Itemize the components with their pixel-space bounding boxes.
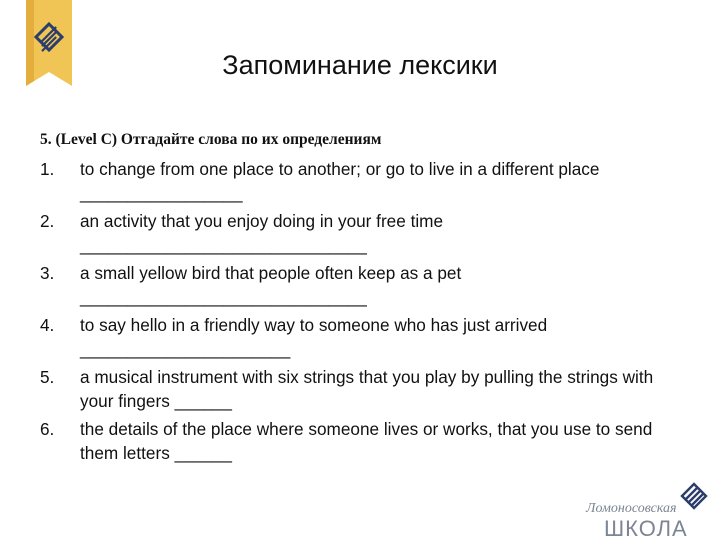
list-item: [40, 418, 690, 465]
logo-line2: ШКОЛА: [604, 516, 688, 540]
item-number: 6.: [40, 419, 55, 439]
list-item: [40, 314, 690, 361]
school-logo: [584, 482, 720, 540]
slide-title: Запоминание лексики: [222, 50, 498, 80]
item-number: 2.: [40, 211, 55, 231]
item-number: 3.: [40, 263, 55, 283]
item-number: 5.: [40, 367, 55, 387]
logo-line1: Ломоносовская: [586, 501, 677, 516]
list-item: [40, 262, 690, 309]
logo-emblem-icon: [682, 484, 706, 508]
definition-text: an activity that you enjoy doing in your free time ______________________________: [80, 211, 444, 255]
definition-text: a small yellow bird that people often keep as a pet ______________________________: [80, 263, 462, 307]
definition-text: to change from one place to another; or go to live in a different place _________________: [80, 159, 600, 203]
list-item: [40, 366, 690, 413]
definition-text: a musical instrument with six strings that you play by pulling the strings with your fingers ______: [80, 367, 654, 411]
list-item: [40, 158, 690, 205]
item-number: 4.: [40, 315, 55, 335]
definition-text: the details of the place where someone lives or works, that you use to send them letters ______: [80, 419, 653, 463]
definition-text: to say hello in a friendly way to someone who has just arrived ______________________: [80, 315, 548, 359]
list-item: [40, 210, 690, 257]
definitions-list: [40, 158, 690, 470]
item-number: 1.: [40, 159, 55, 179]
exercise-subtitle: 5. (Level C) Отгадайте слова по их определениям: [40, 131, 382, 148]
